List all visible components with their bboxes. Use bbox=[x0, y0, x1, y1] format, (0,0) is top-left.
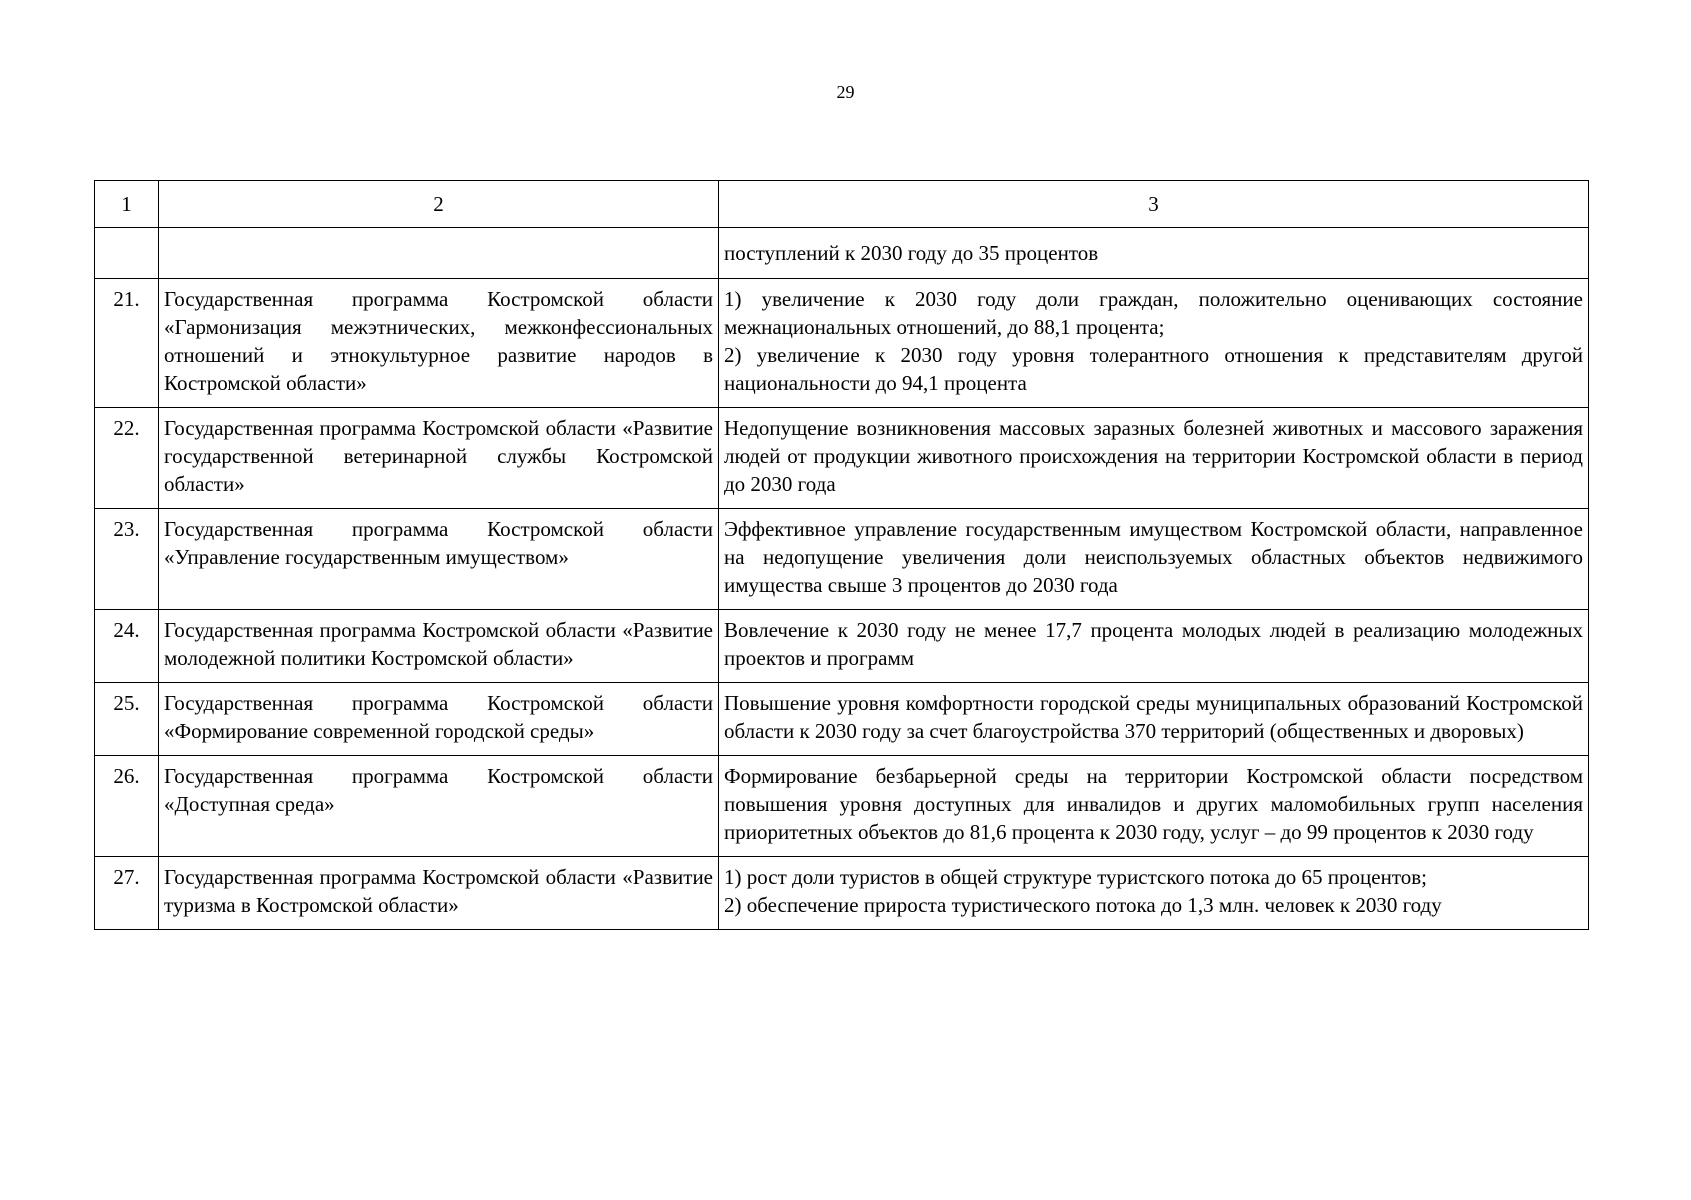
program-goal bbox=[719, 610, 1589, 683]
column-header-1: 1 bbox=[95, 181, 159, 228]
program-name: Государственная программа Костромской области «Гармонизация межэтнических, межконфессиональных отношений и этнокультурное развитие народов в Костромской области» bbox=[159, 279, 719, 408]
goal-item: 1) увеличение к 2030 году доли граждан, положительно оценивающих состояние межнациональных отношений, до 88,1 процента; bbox=[724, 287, 1583, 339]
program-name: Государственная программа Костромской области «Доступная среда» bbox=[159, 756, 719, 857]
table-row bbox=[95, 279, 1589, 408]
goal-item: 2) увеличение к 2030 году уровня толерантного отношения к представителям другой национальности до 94,1 процента bbox=[724, 343, 1583, 395]
goal-item: Эффективное управление государственным имуществом Костромской области, направленное на недопущение увеличения доли неиспользуемых областных объектов недвижимого имущества свыше 3 процентов до 2030 года bbox=[724, 517, 1583, 597]
program-name-cell bbox=[159, 228, 719, 279]
table-row bbox=[95, 857, 1589, 930]
program-name: Государственная программа Костромской области «Управление государственным имуществом» bbox=[159, 509, 719, 610]
table-row bbox=[95, 683, 1589, 756]
row-number: 27. bbox=[95, 857, 159, 930]
goal-item: Недопущение возникновения массовых заразных болезней животных и массового заражения людей от продукции животного происхождения на территории Костромской области в период до 2030 года bbox=[724, 416, 1583, 496]
program-name: Государственная программа Костромской области «Развитие туризма в Костромской области» bbox=[159, 857, 719, 930]
row-number: 23. bbox=[95, 509, 159, 610]
goal-item: 1) рост доли туристов в общей структуре туристского потока до 65 процентов; bbox=[724, 865, 1427, 889]
program-name: Государственная программа Костромской области «Развитие молодежной политики Костромской области» bbox=[159, 610, 719, 683]
goal-item: Формирование безбарьерной среды на территории Костромской области посредством повышения уровня доступных для инвалидов и других маломобильных групп населения приоритетных объектов до 81,6 процента к 2030 году, услуг – до 99 процентов к 2030 году bbox=[724, 764, 1583, 844]
row-number: 25. bbox=[95, 683, 159, 756]
program-name: Государственная программа Костромской области «Формирование современной городской среды» bbox=[159, 683, 719, 756]
table-header-row bbox=[95, 181, 1589, 228]
column-header-3: 3 bbox=[719, 181, 1589, 228]
table-row-continuation bbox=[95, 228, 1589, 279]
program-goal bbox=[719, 857, 1589, 930]
row-number: 24. bbox=[95, 610, 159, 683]
program-name: Государственная программа Костромской области «Развитие государственной ветеринарной службы Костромской области» bbox=[159, 408, 719, 509]
row-number: 26. bbox=[95, 756, 159, 857]
page-number: 29 bbox=[836, 82, 855, 102]
table-row bbox=[95, 509, 1589, 610]
column-header-2: 2 bbox=[159, 181, 719, 228]
row-number: 21. bbox=[95, 279, 159, 408]
program-goal bbox=[719, 683, 1589, 756]
goal-item: 2) обеспечение прироста туристического потока до 1,3 млн. человек к 2030 году bbox=[724, 893, 1442, 917]
program-goal bbox=[719, 756, 1589, 857]
program-goal-cell: поступлений к 2030 году до 35 процентов bbox=[719, 228, 1589, 279]
row-number-cell bbox=[95, 228, 159, 279]
goal-item: Вовлечение к 2030 году не менее 17,7 процента молодых людей в реализацию молодежных проектов и программ bbox=[724, 618, 1583, 670]
table-row bbox=[95, 610, 1589, 683]
programs-table bbox=[94, 180, 1589, 930]
goal-item: Повышение уровня комфортности городской среды муниципальных образований Костромской области к 2030 году за счет благоустройства 370 территорий (общественных и дворовых) bbox=[724, 691, 1583, 743]
row-number: 22. bbox=[95, 408, 159, 509]
program-goal bbox=[719, 408, 1589, 509]
table-row bbox=[95, 408, 1589, 509]
program-goal bbox=[719, 509, 1589, 610]
table-row bbox=[95, 756, 1589, 857]
program-goal bbox=[719, 279, 1589, 408]
